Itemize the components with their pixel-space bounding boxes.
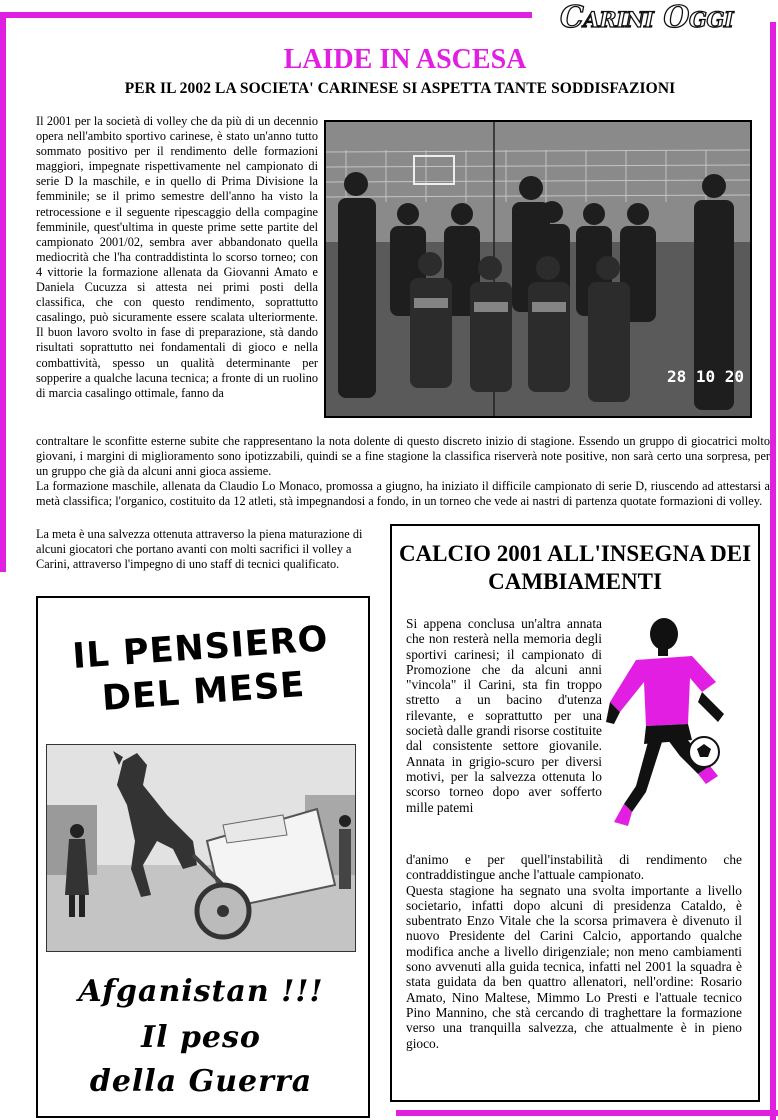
calcio-paragraph-3: Questa stagione ha segnato una svolta importante a livello societario, infatti dopo alcuni di presidenza Cataldo, è subentrato Enzo Vitale che la scorsa primavera è divenuto il nuovo Presidente del Carini Calcio, apportando qualche modifica anche a livello dirigenziale; non meno cambiamenti sono avvenuti alla guida tecnica, infatti nel 2001 la squadra è stata guidata da ben quattro allenatori, nell'ordine: Rosario Amato, Nino Maltese, Mimmo Lo Presti e l'attuale tecnico Pino Mannino, che stà cercando di traghettare la formazione verso una tranquilla salvezza, che attualmente è in pieno gioco. (406, 882, 742, 1051)
right-magenta-rule (770, 22, 776, 1120)
pensiero-title-line-2: DEL MESE (100, 664, 307, 719)
top-magenta-rule (0, 12, 532, 18)
volley-paragraph-maschile: La formazione maschile, allenata da Claudio Lo Monaco, promossa a giugno, ha iniziato il difficile campionato di serie D, riuscendo ad attestarsi a metà classifica; l'organico, costituito da 12 atleti, stà impegnandosi a fondo, in un torneo che vede ai nastri di partenza quotate formazioni di volley. (36, 479, 770, 509)
soccer-player-illustration (606, 616, 738, 830)
calcio-paragraph-2: d'animo e per quell'instabilità di rendimento che contraddistingue anche l'attuale campionato. (406, 852, 742, 883)
soccer-player-icon (606, 616, 738, 830)
pensiero-caption-line-3: della Guerra (89, 1064, 313, 1099)
pensiero-title-line-1: IL PENSIERO (71, 619, 330, 677)
masthead-logo: Carini Oggi (560, 0, 734, 35)
left-magenta-rule (0, 12, 6, 572)
volley-tail-text: La meta è una salvezza ottenuta attraverso la piena maturazione di alcuni giocatori che portano avanti con molti sacrifici il volley a Carini, attraverso l'impegno di uno staff di tecnici qualificato. (36, 527, 363, 572)
pensiero-caption-line-2: Il peso (141, 1020, 261, 1055)
volley-column-text: Il 2001 per la società di volley che da più di un decennio opera nell'ambito sportivo carinese, è stato un'anno tutto sommato positivo per il rendimento delle formazioni maggiori, impegnate rispettivamente nel campionato di serie D la maschile, e in quello di Prima Divisione la femminile; se il primo semestre dell'anno ha visto la retrocessione e il seguente ripescaggio della compagine femminile, quest'ultima in queste prime sette partite del campionato 2001/02, sembra aver abbandonato quella mediocrità che l'ha contraddistinta lo scorso torneo; con 4 vittorie la formazione allenata da Giovanni Amato e Daniela Cucuzza si attesta nei primi posti della classifica, che con questo rendimento, soprattutto casalingo, può sicuramente essere scalata ulteriormente. Il buon lavoro svolto in fase di preparazione, stà dando risultati soprattutto nei fondamentali di gioco e nella combattività, spesso un qualità determinante per sopperire a qualche lacuna tecnica; a fronte di un ruolino di marcia casalingo ottimale, fanno da (36, 114, 318, 400)
donkey-cart-illustration (47, 745, 355, 951)
photo-date-stamp: 28 10 20 (666, 367, 744, 386)
volleyball-team-photo (324, 120, 752, 418)
donkey-cart-photo (46, 744, 356, 952)
volley-paragraph-2: contraltare le sconfitte esterne subite che rappresentano la nota dolente di questo discreto inizio di stagione. Essendo un gruppo di giocatrici molto giovani, i margini di miglioramento sono ipotizzabili, quindi se a fine stagione la classifica riserverà note positive, non sarà certo una sorpresa, per un gruppo che già da alcuni anni gioca assieme. (36, 434, 770, 479)
calcio-continued-text (406, 852, 742, 1051)
article-subhead: PER IL 2002 LA SOCIETA' CARINESE SI ASPETTA TANTE SODDISFAZIONI (124, 80, 676, 97)
article-headline: LAIDE IN ASCESA (283, 44, 527, 75)
bottom-magenta-rule (396, 1110, 778, 1116)
calcio-paragraph-1: Si appena conclusa un'altra annata che non resterà nella memoria degli sportivi carinesi; il campionato di Promozione che da alcuni anni "vincola" il Carini, sta fin troppo stretto a un bacino d'utenza rilevante, e soprattutto per una società dalle grandi risorse costituite dal consistente settore giovanile. Annata in grigio-scuro per diversi motivi, per la salvezza ottenuta lo scorso torneo dopo aver sofferto mille patemi (406, 616, 602, 815)
pensiero-caption-line-1: Afganistan !!! (78, 974, 324, 1009)
volley-continued-text (36, 434, 770, 509)
calcio-title: CALCIO 2001 ALL'INSEGNA DEI CAMBIAMENTI (398, 541, 752, 594)
